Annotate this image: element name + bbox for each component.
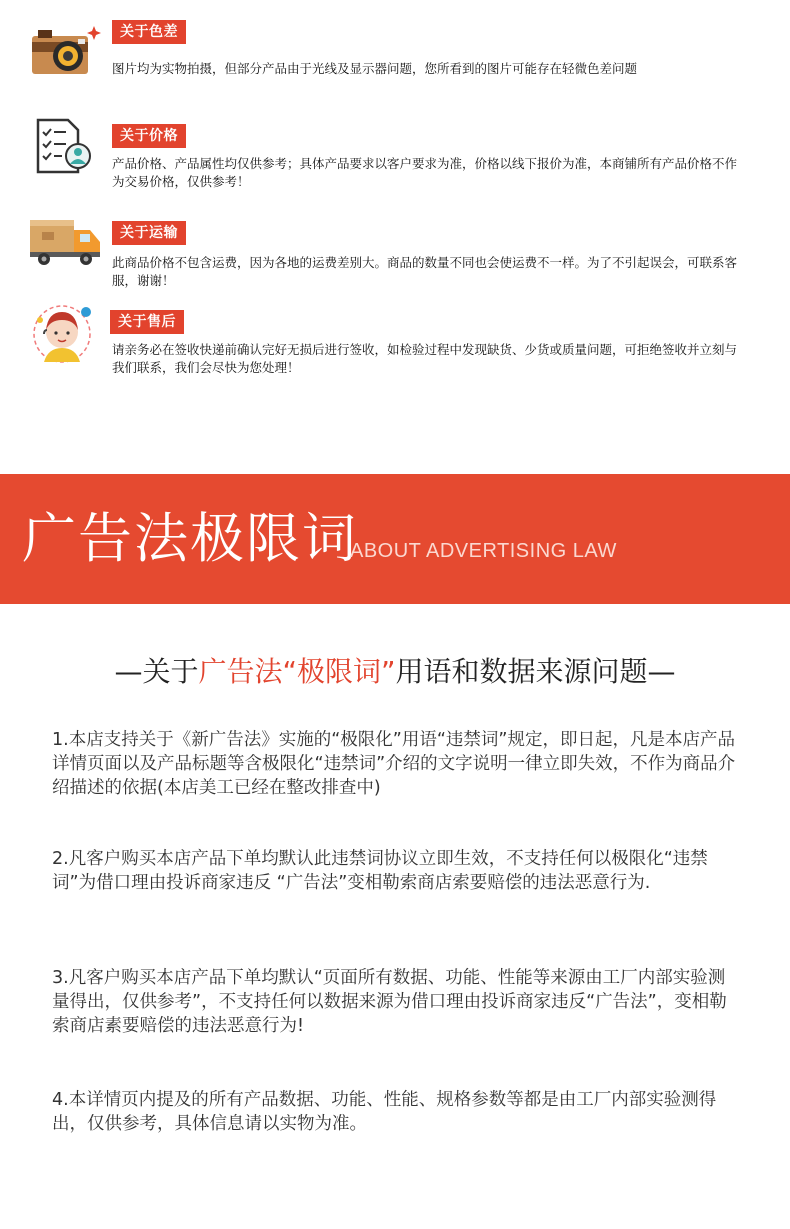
section-headline — [0, 650, 790, 690]
notice-text: 此商品价格不包含运费，因为各地的运费差别大。商品的数量不同也会使运费不一样。为了不引起误会，可联系客服，谢谢！ — [112, 255, 738, 288]
headline-highlight: 广告法“极限词” — [198, 655, 396, 688]
camera-icon — [28, 22, 104, 82]
headline-prefix: —关于 — [114, 655, 199, 688]
notice-tag: 关于售后 — [110, 310, 184, 334]
advertising-law-banner — [0, 474, 790, 604]
price-list-icon — [32, 116, 108, 176]
headline-suffix: 用语和数据来源问题— — [395, 655, 676, 688]
banner-subtitle: ABOUT ADVERTISING LAW — [350, 540, 617, 562]
notice-tag: 关于价格 — [112, 124, 186, 148]
delivery-truck-icon — [28, 214, 104, 274]
notice-tag: 关于色差 — [112, 20, 186, 44]
policy-paragraph-4: 4.本详情页内提及的所有产品数据、功能、性能、规格参数等都是由工厂内部实验测得出，仅供参考，具体信息请以实物为准。 — [52, 1090, 717, 1134]
notice-text: 产品价格、产品属性均仅供参考；具体产品要求以客户要求为准，价格以线下报价为准，本商铺所有产品价格不作为交易价格，仅供参考！ — [112, 156, 738, 189]
policy-paragraph-3: 3.凡客户购买本店产品下单均默认“页面所有数据、功能、性能等来源由工厂内部实验测量得出，仅供参考”，不支持任何以数据来源为借口理由投诉商家违反“广告法”，变相勒索商店素要赔偿的违法恶意行为! — [52, 968, 727, 1036]
notice-text: 图片均为实物拍摄，但部分产品由于光线及显示器问题，您所看到的图片可能存在轻微色差问题 — [112, 61, 638, 76]
notice-tag: 关于运输 — [112, 221, 186, 245]
customer-service-icon — [30, 300, 106, 360]
banner-title: 广告法极限词 — [22, 507, 358, 570]
policy-paragraph-1: 1.本店支持关于《新广告法》实施的“极限化”用语“违禁词”规定，即日起，凡是本店产品详情页面以及产品标题等含极限化“违禁词”介绍的文字说明一律立即失效，不作为商品介绍描述的依据(本店美工已经在整改排查中) — [52, 730, 736, 798]
policy-paragraph-2: 2.凡客户购买本店产品下单均默认此违禁词协议立即生效，不支持任何以极限化“违禁词”为借口理由投诉商家违反 “广告法”变相勒索商店索要赔偿的违法恶意行为. — [52, 849, 708, 893]
notice-text: 请亲务必在签收快递前确认完好无损后进行签收，如检验过程中发现缺货、少货或质量问题，可拒绝签收并立刻与我们联系，我们会尽快为您处理！ — [112, 342, 738, 375]
